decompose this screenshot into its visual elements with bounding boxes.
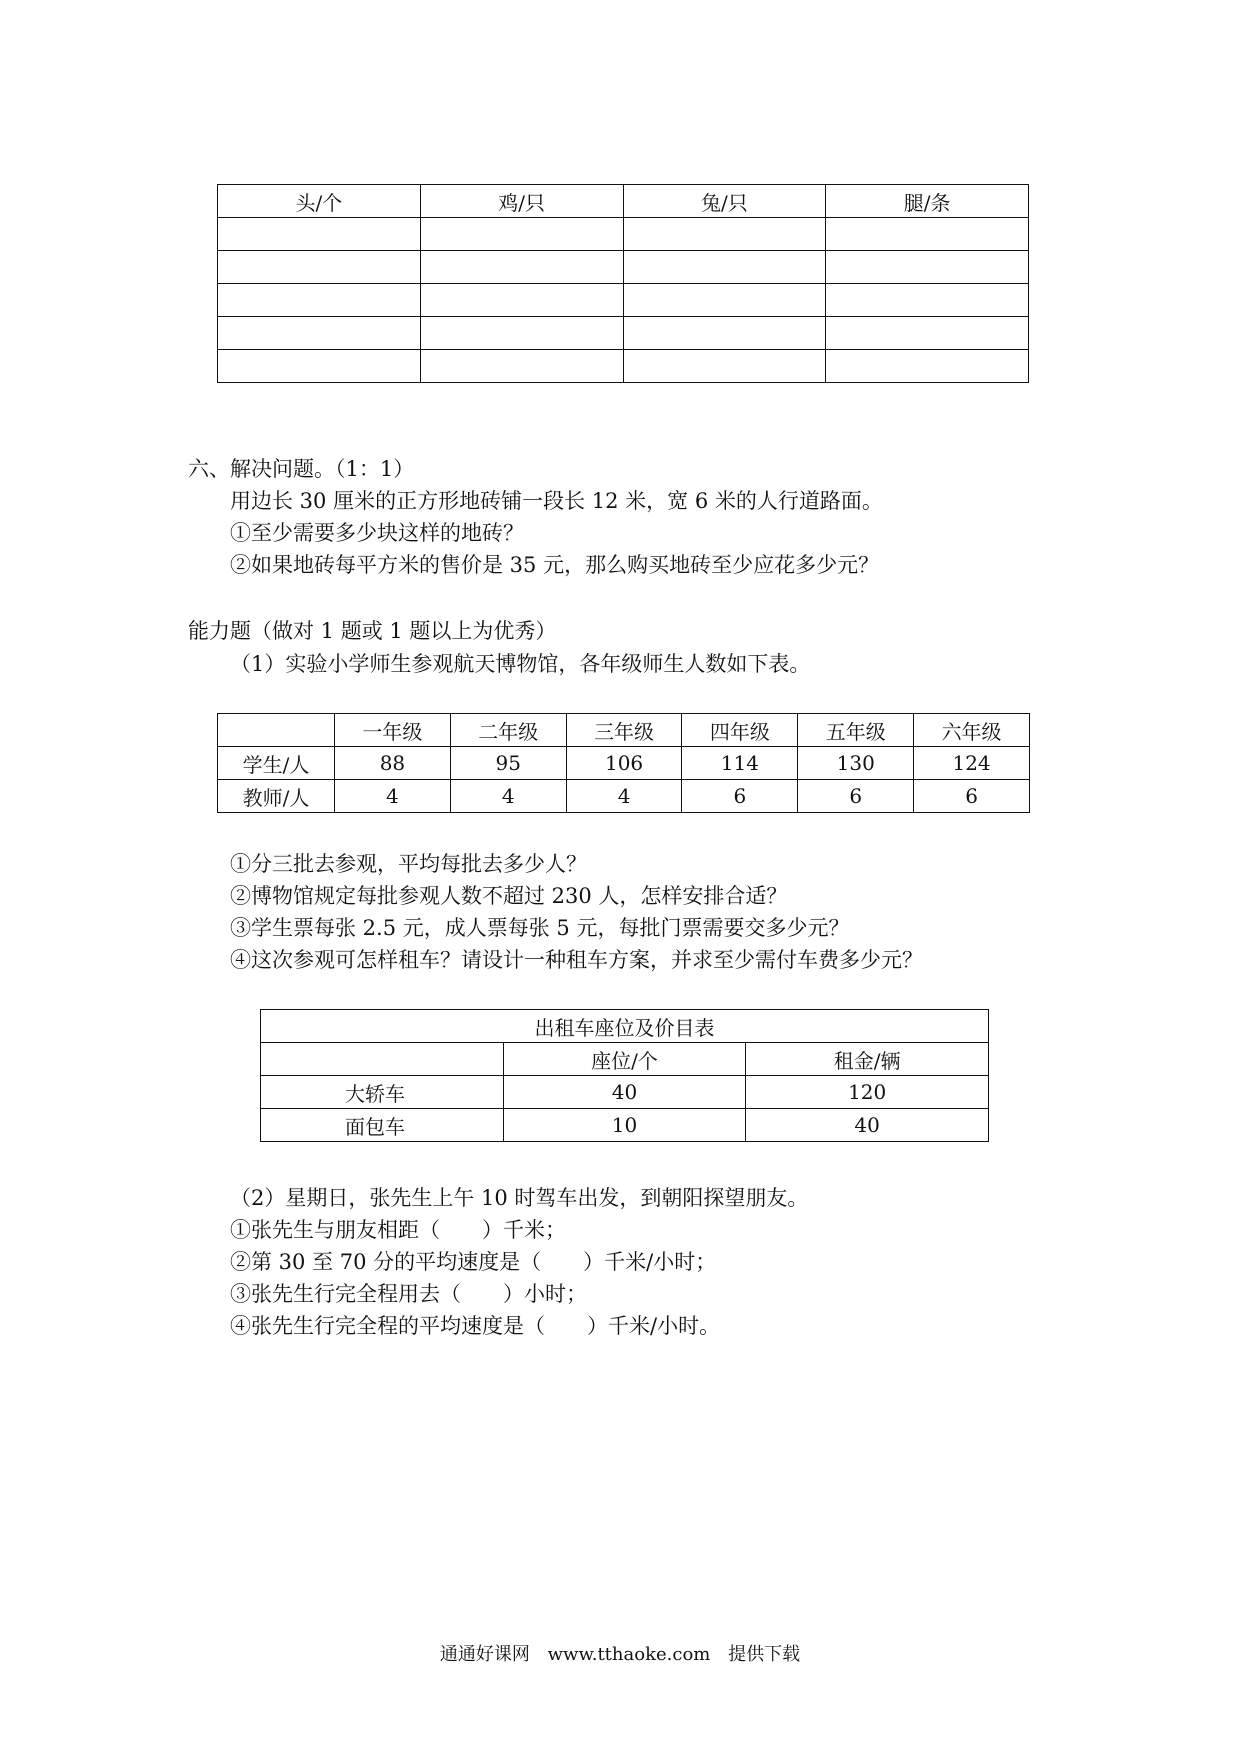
header-cell: 六年级	[914, 714, 1030, 747]
table-cell: 95	[450, 747, 566, 780]
header-cell: 头/个	[218, 185, 421, 218]
table-title-row	[261, 1010, 989, 1043]
table-cell: 6	[914, 780, 1030, 813]
empty-cell	[420, 218, 623, 251]
empty-cell	[420, 251, 623, 284]
table-cell: 120	[746, 1076, 989, 1109]
header-cell: 兔/只	[623, 185, 826, 218]
header-cell: 四年级	[682, 714, 798, 747]
empty-cell	[623, 284, 826, 317]
table-cell: 4	[566, 780, 682, 813]
section-six-problem: 用边长 30 厘米的正方形地砖铺一段长 12 米，宽 6 米的人行道路面。	[230, 489, 883, 513]
table-cell: 88	[335, 747, 451, 780]
problem-1-question-1: ①分三批去参观，平均每批去多少人？	[230, 852, 587, 876]
empty-cell	[623, 251, 826, 284]
problem-2-question-3: ③张先生行完全程用去（ ）小时；	[230, 1282, 587, 1306]
table-row	[218, 284, 1029, 317]
header-cell: 三年级	[566, 714, 682, 747]
empty-cell	[623, 218, 826, 251]
problem-2-question-2: ②第 30 至 70 分的平均速度是（ ）千米/小时；	[230, 1250, 717, 1274]
table-row	[261, 1109, 989, 1142]
table-header-row	[218, 185, 1029, 218]
table-cell: 114	[682, 747, 798, 780]
footer-suffix: 提供下载	[728, 1644, 801, 1665]
empty-cell	[218, 350, 421, 383]
header-cell: 租金/辆	[746, 1043, 989, 1076]
table-cell: 40	[746, 1109, 989, 1142]
empty-cell	[420, 350, 623, 383]
header-cell: 五年级	[798, 714, 914, 747]
table-cell: 6	[682, 780, 798, 813]
header-cell	[218, 714, 335, 747]
empty-cell	[218, 317, 421, 350]
row-label: 面包车	[261, 1109, 504, 1142]
header-cell: 座位/个	[503, 1043, 746, 1076]
empty-cell	[826, 251, 1029, 284]
empty-cell	[826, 317, 1029, 350]
header-cell: 二年级	[450, 714, 566, 747]
table-row	[218, 218, 1029, 251]
table-cell: 40	[503, 1076, 746, 1109]
table-cell: 124	[914, 747, 1030, 780]
table-row	[218, 350, 1029, 383]
table-cell: 106	[566, 747, 682, 780]
row-label: 学生/人	[218, 747, 335, 780]
table-row	[218, 251, 1029, 284]
empty-cell	[826, 350, 1029, 383]
empty-cell	[420, 317, 623, 350]
table-title: 出租车座位及价目表	[261, 1010, 989, 1043]
empty-cell	[420, 284, 623, 317]
row-label: 教师/人	[218, 780, 335, 813]
table-header-row	[261, 1043, 989, 1076]
problem-1-question-4: ④这次参观可怎样租车？请设计一种租车方案，并求至少需付车费多少元？	[230, 948, 923, 972]
chicken-rabbit-table	[217, 184, 1029, 383]
empty-cell	[218, 251, 421, 284]
problem-2-question-4: ④张先生行完全程的平均速度是（ ）千米/小时。	[230, 1314, 721, 1338]
empty-cell	[826, 284, 1029, 317]
problem-2-question-1: ①张先生与朋友相距（ ）千米；	[230, 1218, 566, 1242]
problem-1-question-2: ②博物馆规定每批参观人数不超过 230 人，怎样安排合适？	[230, 884, 788, 908]
rental-price-table	[260, 1009, 989, 1142]
footer-site-name: 通通好课网	[439, 1644, 530, 1665]
table-cell: 10	[503, 1109, 746, 1142]
grade-people-table	[217, 713, 1030, 813]
empty-cell	[218, 284, 421, 317]
problem-2-intro: （2）星期日，张先生上午 10 时驾车出发，到朝阳探望朋友。	[230, 1186, 809, 1210]
table-cell: 4	[335, 780, 451, 813]
empty-cell	[623, 317, 826, 350]
table-header-row	[218, 714, 1030, 747]
table-cell: 130	[798, 747, 914, 780]
problem-1-intro: （1）实验小学师生参观航天博物馆，各年级师生人数如下表。	[230, 652, 811, 676]
section-six-question-2: ②如果地砖每平方米的售价是 35 元，那么购买地砖至少应花多少元？	[230, 553, 880, 577]
empty-cell	[218, 218, 421, 251]
page-footer	[0, 1640, 1240, 1666]
ability-title: 能力题（做对 1 题或 1 题以上为优秀）	[188, 619, 557, 643]
header-cell: 一年级	[335, 714, 451, 747]
section-six-question-1: ①至少需要多少块这样的地砖？	[230, 521, 524, 545]
header-cell: 鸡/只	[420, 185, 623, 218]
table-row	[218, 780, 1030, 813]
empty-cell	[623, 350, 826, 383]
section-six-title: 六、解决问题。（1：1）	[188, 457, 415, 481]
header-cell	[261, 1043, 504, 1076]
footer-url[interactable]: www.tthaoke.com	[547, 1644, 711, 1665]
table-cell: 6	[798, 780, 914, 813]
empty-cell	[826, 218, 1029, 251]
header-cell: 腿/条	[826, 185, 1029, 218]
table-row	[218, 317, 1029, 350]
table-row	[261, 1076, 989, 1109]
row-label: 大轿车	[261, 1076, 504, 1109]
table-cell: 4	[450, 780, 566, 813]
problem-1-question-3: ③学生票每张 2.5 元，成人票每张 5 元，每批门票需要交多少元？	[230, 916, 850, 940]
table-row	[218, 747, 1030, 780]
